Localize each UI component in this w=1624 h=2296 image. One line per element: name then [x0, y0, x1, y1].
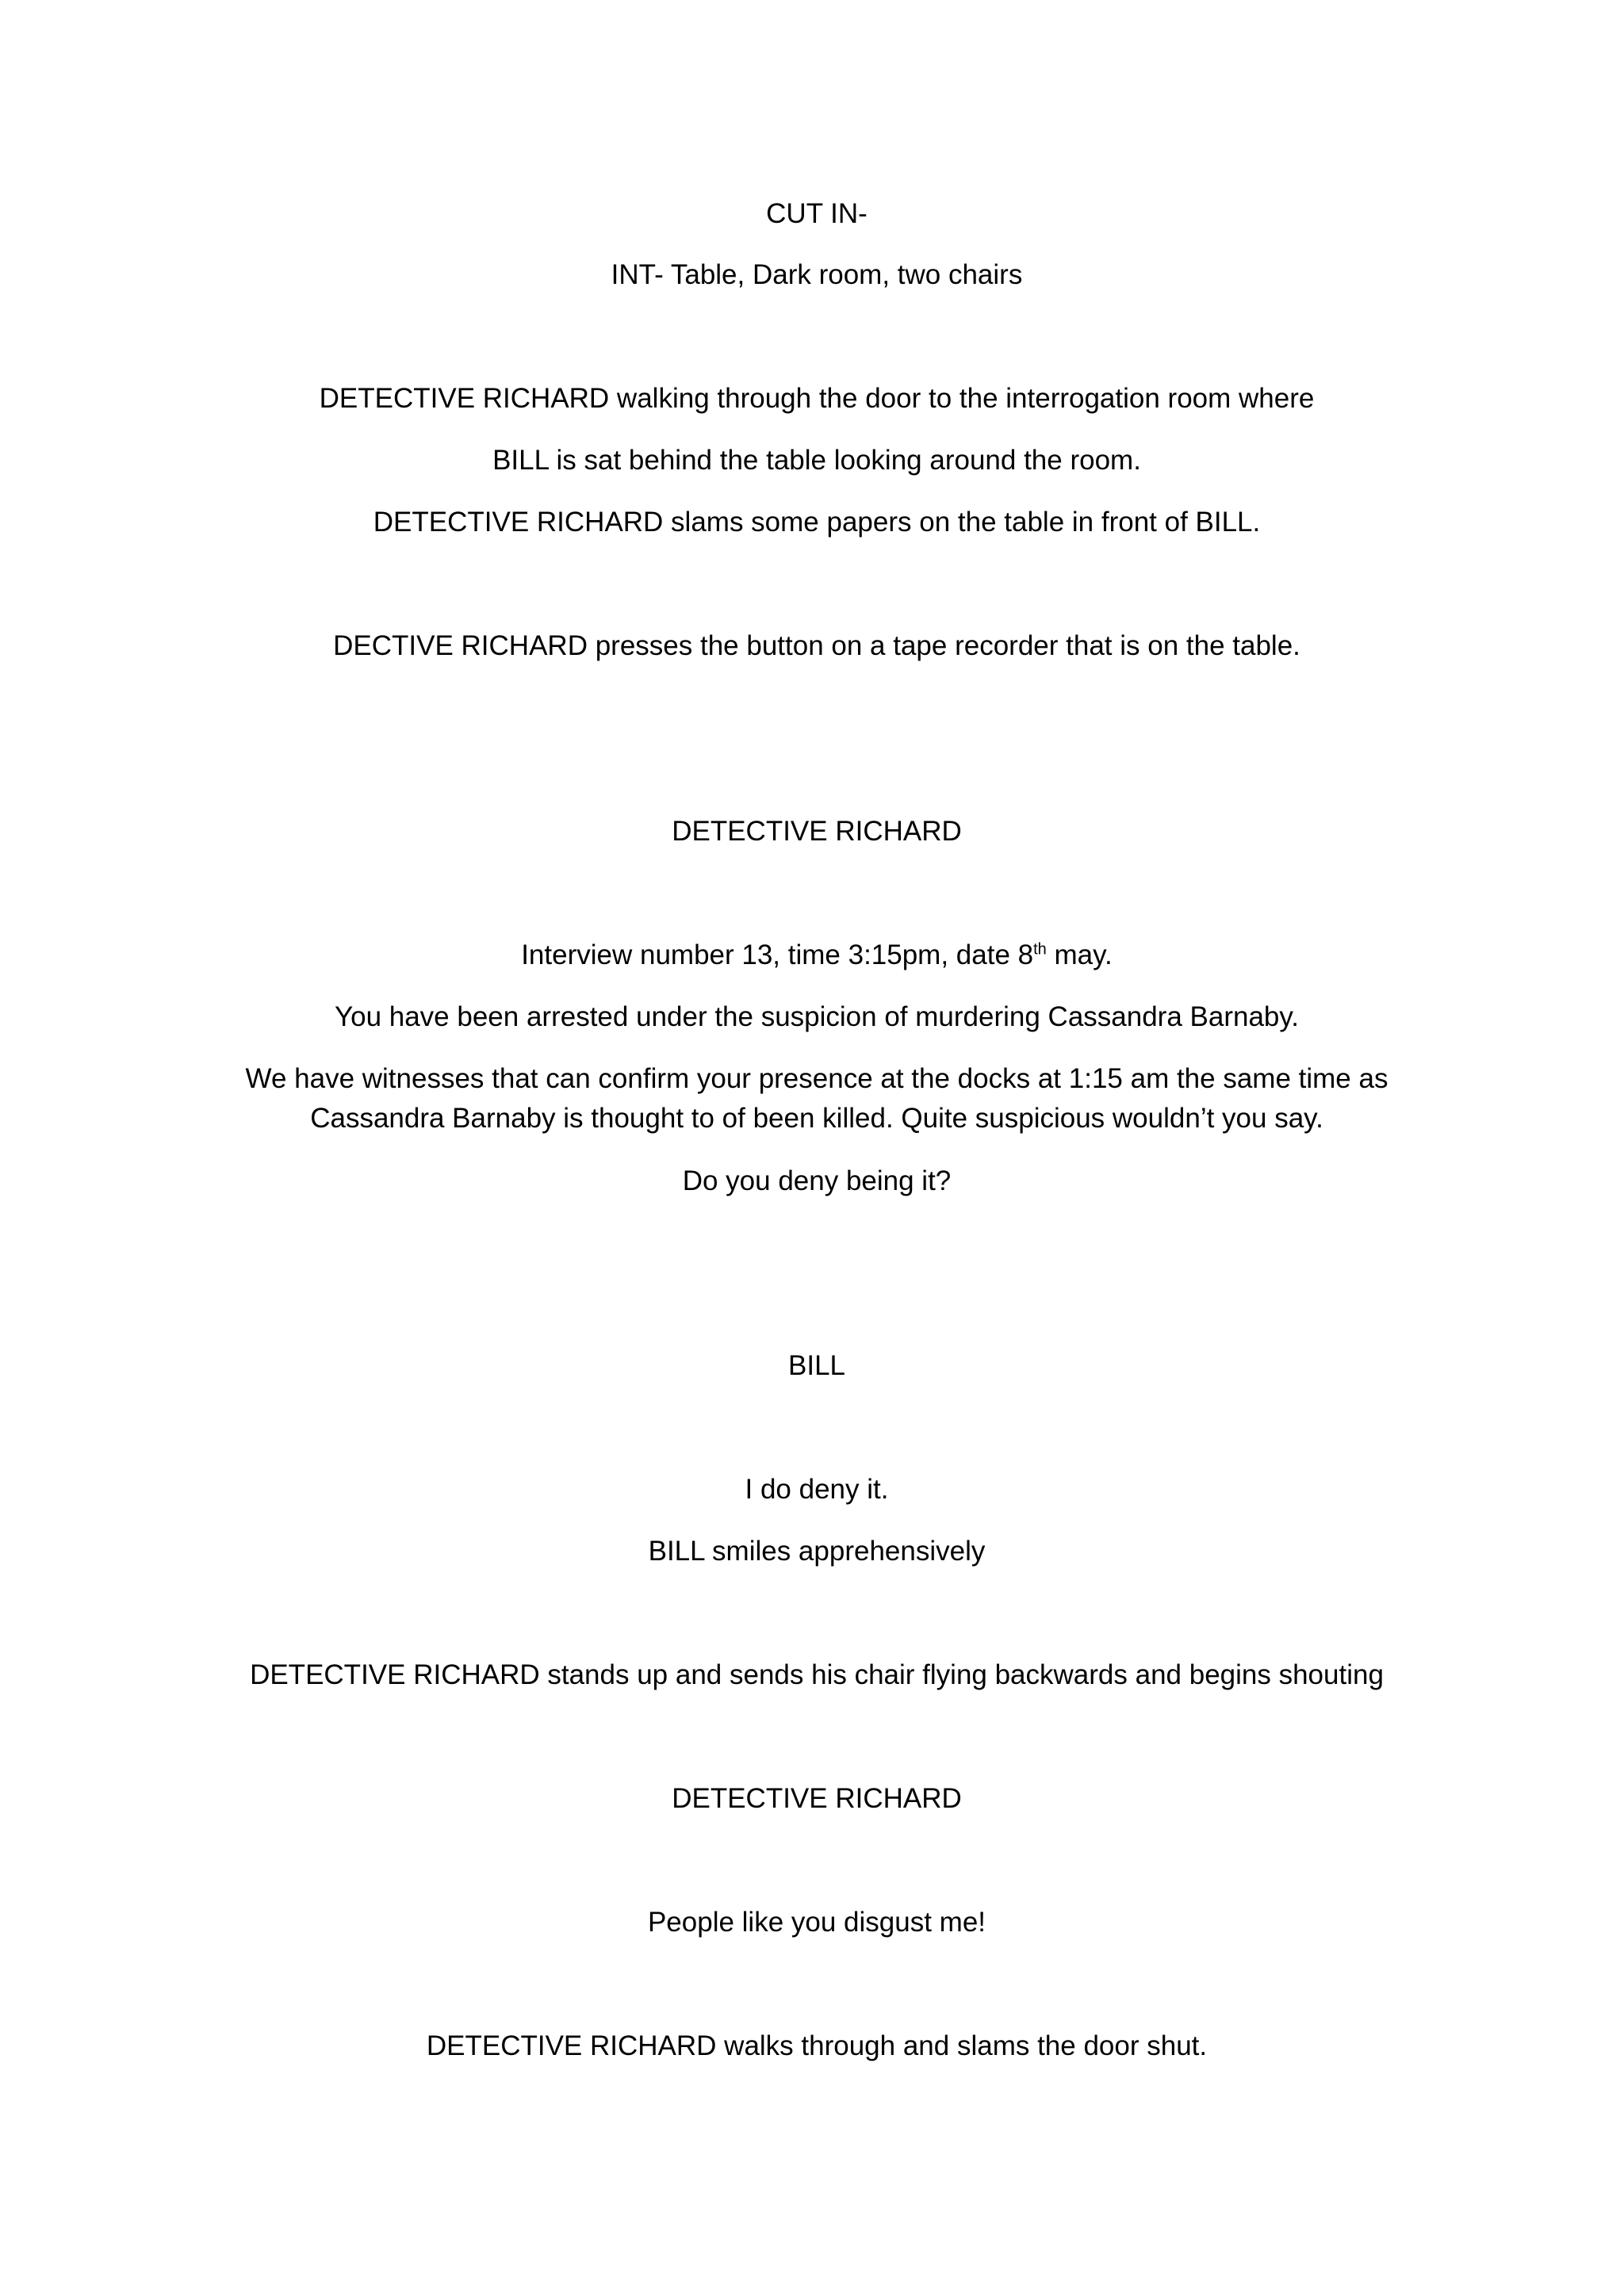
dialogue-line: Do you deny being it?: [682, 1165, 952, 1196]
dialogue-line: I do deny it.: [745, 1474, 889, 1505]
action-line: DETECTIVE RICHARD stands up and sends his chair flying backwards and begins shouting: [250, 1659, 1384, 1690]
ordinal-suffix: th: [1033, 940, 1047, 959]
dialogue-line: Cassandra Barnaby is thought to of been killed. Quite suspicious wouldn’t you say.: [310, 1103, 1323, 1134]
character-name: DETECTIVE RICHARD: [672, 816, 962, 847]
action-line: DECTIVE RICHARD presses the button on a tape recorder that is on the table.: [333, 630, 1300, 661]
action-line: DETECTIVE RICHARD walking through the door to the interrogation room where: [319, 383, 1315, 414]
dialogue-line: [198, 936, 1435, 975]
character-name: BILL: [788, 1350, 845, 1381]
character-name: DETECTIVE RICHARD: [672, 1783, 962, 1814]
dialogue-line: We have witnesses that can confirm your presence at the docks at 1:15 am the same time as: [245, 1063, 1388, 1094]
dialogue-text: Interview number 13, time 3:15pm, date 8: [521, 939, 1034, 970]
dialogue-paragraph: [198, 1059, 1435, 1138]
dialogue-text: may.: [1046, 939, 1113, 970]
action-line: BILL is sat behind the table looking around the room.: [492, 445, 1141, 476]
dialogue-line: You have been arrested under the suspicion of murdering Cassandra Barnaby.: [334, 1001, 1300, 1032]
scene-heading: INT- Table, Dark room, two chairs: [611, 259, 1023, 290]
action-line: BILL smiles apprehensively: [648, 1536, 986, 1567]
transition-text: CUT IN-: [766, 198, 868, 229]
dialogue-line: People like you disgust me!: [647, 1907, 986, 1938]
action-line: DETECTIVE RICHARD slams some papers on the table in front of BILL.: [373, 507, 1261, 538]
action-line: DETECTIVE RICHARD walks through and slams the door shut.: [426, 2030, 1208, 2061]
